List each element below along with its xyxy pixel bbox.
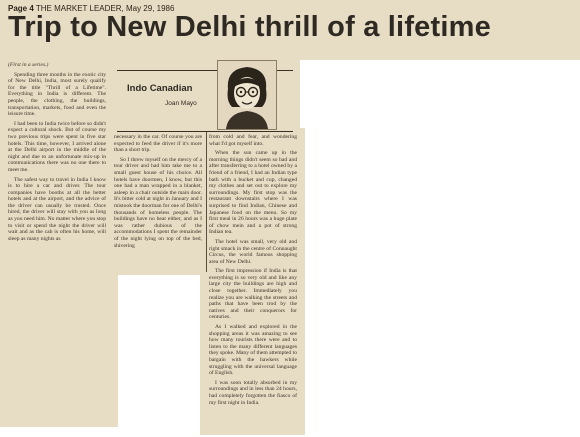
paragraph: The first impression if India is that everything is so very old and like any large city the buildings are high and close together. Immediately you realize you are walking the streets and paths that have been trod by the natives and their conquerors for centuries.	[209, 268, 297, 321]
paper-name-date: THE MARKET LEADER, May 29, 1986	[35, 4, 175, 13]
column-title: Indo Canadian	[127, 83, 193, 94]
portrait-drawing	[218, 61, 276, 129]
paragraph: Spending three months in the exotic city of New Delhi, India, most surely qualify for the title "Thrill of a Lifetime". Everything in India is different. The people, the clothing, the buildings, transportation, markets, food and even the leisure time.	[8, 71, 106, 118]
paragraph: I was soon totally absorbed in my surroundings and in less than 24 hours, had completely forgotten the fiasco of my first night in India.	[209, 379, 297, 406]
article-column-3	[209, 134, 297, 432]
page-number: Page 4	[8, 4, 34, 13]
paragraph: So I threw myself on the mercy of a tour driver and had him take me to a small guest house of his choice. All hotels have doormen, I know, but this one had a man wrapped in a blanket, asleep in a chair outside the main door. It's bitter cold at night in January and I mistook the doorman for one of Delhi's thousands of homeless people. The buildings have no heat either, and as I was rather dubious of the accommodations I spent the remainder of the night lying on top of the bed, shivering	[114, 156, 202, 249]
columnist-portrait-icon	[217, 60, 277, 130]
paragraph: As I walked and explored in the shopping areas it was amazing to see how many tourists there were and to listen to the many different languages they spoke. Many of them attempted to bargain with the hawkers while struggling with the universal language of English.	[209, 324, 297, 377]
column-rule	[206, 132, 207, 272]
paragraph: The hotel was small, very old and right smack in the centre of Connaught Circus, the world famous shopping area of New Delhi.	[209, 238, 297, 265]
paragraph: When the sun came up in the morning things didn't seem so bad and after transferring to a hotel owned by a friend of a friend, I had an Indian type bath with a bucket and cup, changed my clothes and set out to explore my surroundings. My first stop was the restaurant downstairs where I was surprised to find Indian, Chinese and Japanese food on the menu. So my first meal in 26 hours was a huge plate of chow mein and a pot of strong Indian tea.	[209, 150, 297, 236]
paragraph: necessary in the car. Of course you are expected to feed the driver if it's more than a short trip.	[114, 134, 202, 154]
author-name: Joan Mayo	[165, 100, 197, 107]
article-column-1	[8, 62, 106, 432]
paragraph: The safest way to travel in India I know is to hire a car and driver. The tour companies have booths at all the better hotels and at the airport, and the advice of the driver can usually be trusted. Once hired, the driver will stay with you as long as you need him. No matter where you stop to visit or spend the night the driver will wait and as the cab is often his home, will sleep as many nights as	[8, 176, 106, 242]
paragraph: I had been to India twice before so didn't expect a cultural shock. But of course my two previous trips were spent in five star hotels. This time, however, I arrived alone at the Delhi airport in the middle of the night and due to an unfortunate mix-up in communications there was no one there to meet me.	[8, 120, 106, 173]
series-note: (First in a series.)	[8, 62, 49, 68]
article-column-2	[114, 134, 202, 272]
headline: Trip to New Delhi thrill of a lifetime	[8, 11, 491, 43]
paragraph: from cold and fear, and wondering what I'd got myself into.	[209, 134, 297, 147]
